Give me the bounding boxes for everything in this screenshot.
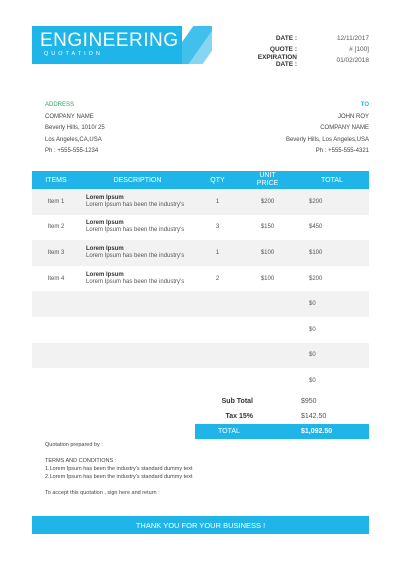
address-heading: ADDRESS [45, 102, 75, 108]
grand-total-label: TOTAL [218, 428, 240, 435]
notes-section [45, 441, 193, 497]
sender-address [45, 100, 105, 158]
row-total: $450 [309, 224, 323, 231]
table-row [32, 368, 369, 394]
table-row [32, 317, 369, 343]
sender-company: COMPANY NAME [45, 113, 94, 120]
row-item: Item 2 [47, 224, 65, 231]
row-item: Item 4 [47, 275, 65, 282]
recipient-address [286, 100, 369, 158]
header-description: DESCRIPTION [113, 176, 162, 184]
date-row [249, 33, 369, 44]
table-row [32, 266, 369, 292]
row-description-text: Lorem Ipsum has been the industry's [86, 252, 185, 259]
row-qty: 3 [215, 224, 220, 231]
row-qty: 1 [215, 198, 220, 205]
thank-you-banner [32, 516, 369, 534]
row-description-title: Lorem Ipsum [86, 220, 124, 227]
row-total: $0 [309, 326, 316, 333]
grand-total-row [195, 424, 369, 439]
quote-value: # [100] [349, 46, 369, 53]
table-row [32, 215, 369, 241]
expiration-label: EXPIRATION DATE : [257, 53, 297, 68]
row-description [80, 246, 195, 260]
sender-street: Beverly Hills, 1010/ 25 [45, 125, 105, 131]
row-total: $0 [309, 301, 316, 308]
spacer [45, 449, 193, 457]
row-item: Item 3 [47, 249, 65, 256]
expiration-row [249, 55, 369, 66]
row-description-title: Lorem Ipsum [86, 245, 124, 252]
recipient-address-line: Beverly Hills, Los Angeles,USA [285, 136, 369, 143]
prepared-by: Quotation prepared by : [45, 442, 103, 448]
row-description-title: Lorem Ipsum [86, 271, 124, 278]
items-table [32, 171, 369, 394]
row-description [80, 220, 195, 234]
document-title: ENGINEERING [40, 30, 179, 51]
table-row [32, 291, 369, 317]
tax-row [195, 409, 369, 424]
row-description [80, 195, 195, 209]
recipient-name: JOHN ROY [337, 113, 369, 120]
term-item: 1.Lorem Ipsum has been the industry's standard dummy text [45, 466, 193, 472]
quote-label: QUOTE : [269, 46, 297, 53]
thank-you-text: THANK YOU FOR YOUR BUSINESS ! [135, 520, 266, 530]
table-row [32, 343, 369, 369]
header-total: TOTAL [321, 176, 343, 184]
row-description-text: Lorem Ipsum has been the industry's [86, 227, 185, 234]
recipient-phone: Ph : +555-555-4321 [315, 148, 369, 154]
row-description-text: Lorem Ipsum has been the industry's [86, 278, 185, 285]
sender-phone: Ph : +555-555-1234 [45, 148, 99, 154]
terms-heading: TERMS AND CONDITIONS : [45, 458, 117, 464]
expiration-value: 01/02/2018 [336, 57, 369, 64]
subtotal-row [195, 394, 369, 409]
row-total: $200 [309, 275, 323, 282]
row-unit-price: $200 [260, 198, 275, 205]
document-subtitle: QUOTATION [44, 51, 103, 57]
row-unit-price: $100 [260, 275, 275, 282]
tax-label: Tax 15% [225, 413, 253, 420]
row-unit-price: $150 [260, 224, 275, 231]
accept-instructions: To accept this quotation , sign here and return : [45, 490, 160, 496]
row-total: $100 [309, 249, 323, 256]
row-item: Item 1 [47, 198, 65, 205]
row-description [80, 272, 195, 286]
date-label: DATE : [275, 35, 297, 42]
row-total: $0 [309, 377, 316, 384]
header-items: ITEMS [45, 176, 67, 184]
date-value: 12/11/2017 [336, 35, 369, 42]
grand-total-value: $1,092.50 [301, 428, 333, 435]
table-header [32, 171, 369, 189]
row-description-text: Lorem Ipsum has been the industry's [86, 201, 185, 208]
row-qty: 2 [215, 275, 220, 282]
row-qty: 1 [215, 249, 220, 256]
subtotal-label: Sub Total [221, 398, 253, 405]
tax-value: $142.50 [301, 413, 327, 420]
sender-city: Los Angeles,CA,USA [45, 136, 102, 143]
row-description-title: Lorem Ipsum [86, 194, 124, 201]
recipient-company: COMPANY NAME [320, 125, 369, 131]
quote-meta [249, 33, 369, 66]
spacer [45, 481, 193, 489]
header-unit-price-line2: PRICE [256, 180, 279, 187]
row-unit-price: $100 [260, 249, 275, 256]
to-heading: TO [360, 102, 369, 108]
subtotal-value: $950 [301, 398, 317, 405]
table-row [32, 240, 369, 266]
header-qty: QTY [210, 176, 225, 184]
row-total: $0 [309, 352, 316, 359]
totals-block [195, 394, 369, 439]
header-unit-price-line1: UNIT [259, 172, 276, 179]
term-item: 2.Lorem Ipsum has been the industry's standard dummy text [45, 474, 193, 480]
title-banner [32, 26, 212, 64]
row-total: $200 [309, 198, 323, 205]
header-unit-price [240, 172, 295, 188]
table-row [32, 189, 369, 215]
